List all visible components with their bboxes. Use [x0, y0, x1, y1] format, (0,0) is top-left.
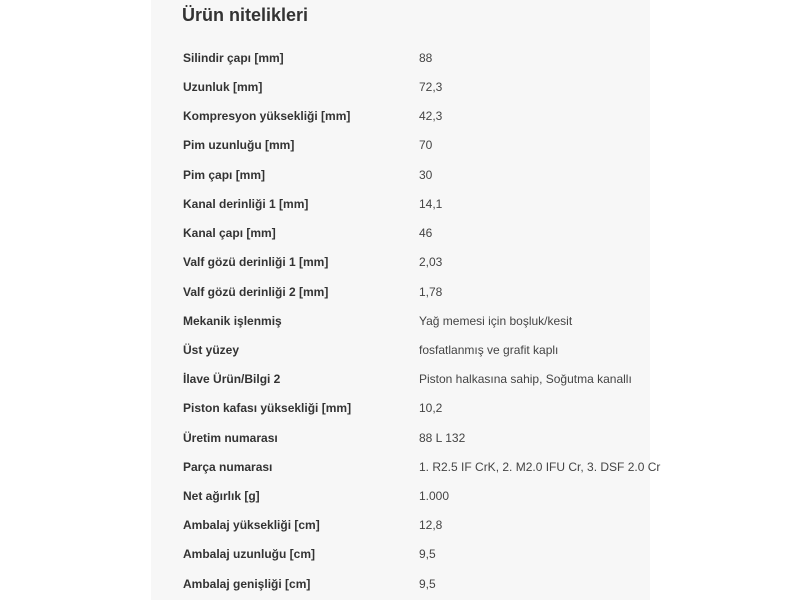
- attribute-row: [0, 196, 800, 225]
- attribute-value: 10,2: [419, 401, 443, 415]
- attribute-row: [0, 254, 800, 283]
- attribute-row: [0, 342, 800, 371]
- attribute-label: Kompresyon yüksekliği [mm]: [183, 109, 351, 123]
- attribute-label: Pim uzunluğu [mm]: [183, 138, 295, 152]
- attribute-label: Uzunluk [mm]: [183, 80, 263, 94]
- attribute-value: 9,5: [419, 547, 436, 561]
- attribute-row: [0, 225, 800, 254]
- attribute-value: 1. R2.5 IF CrK, 2. M2.0 IFU Cr, 3. DSF 2.0 Cr: [419, 460, 661, 474]
- attribute-row: [0, 576, 800, 605]
- attribute-value: 12,8: [419, 518, 443, 532]
- attribute-value: 88: [419, 51, 433, 65]
- attribute-value: Piston halkasına sahip, Soğutma kanallı: [419, 372, 632, 386]
- attribute-row: [0, 284, 800, 313]
- attribute-label: İlave Ürün/Bilgi 2: [183, 372, 281, 386]
- attribute-label: Net ağırlık [g]: [183, 489, 260, 503]
- attribute-row: [0, 546, 800, 575]
- attribute-value: 1,78: [419, 285, 443, 299]
- attribute-row: [0, 400, 800, 429]
- attribute-label: Kanal çapı [mm]: [183, 226, 276, 240]
- attribute-label: Ambalaj genişliği [cm]: [183, 577, 311, 591]
- attribute-value: 42,3: [419, 109, 443, 123]
- attribute-label: Ambalaj yüksekliği [cm]: [183, 518, 320, 532]
- section-title: Ürün nitelikleri: [182, 5, 309, 25]
- attribute-value: 70: [419, 138, 433, 152]
- attribute-row: [0, 459, 800, 488]
- attribute-value: 2,03: [419, 255, 443, 269]
- attribute-row: [0, 313, 800, 342]
- attribute-row: [0, 79, 800, 108]
- attribute-row: [0, 137, 800, 166]
- attribute-label: Ambalaj uzunluğu [cm]: [183, 547, 315, 561]
- attribute-label: Valf gözü derinliği 1 [mm]: [183, 255, 329, 269]
- attribute-label: Üst yüzey: [183, 343, 240, 357]
- attribute-label: Valf gözü derinliği 2 [mm]: [183, 285, 329, 299]
- attribute-row: [0, 517, 800, 546]
- attribute-label: Kanal derinliği 1 [mm]: [183, 197, 309, 211]
- attribute-label: Pim çapı [mm]: [183, 168, 266, 182]
- attribute-value: 72,3: [419, 80, 443, 94]
- attribute-value: 9,5: [419, 577, 436, 591]
- attribute-value: 14,1: [419, 197, 443, 211]
- attribute-row: [0, 430, 800, 459]
- attribute-label: Piston kafası yüksekliği [mm]: [183, 401, 352, 415]
- attribute-label: Mekanik işlenmiş: [183, 314, 282, 328]
- attribute-label: Parça numarası: [183, 460, 273, 474]
- attribute-row: [0, 371, 800, 400]
- attribute-value: fosfatlanmış ve grafit kaplı: [419, 343, 559, 357]
- attribute-row: [0, 50, 800, 79]
- attribute-value: 1.000: [419, 489, 450, 503]
- attribute-row: [0, 167, 800, 196]
- attribute-label: Üretim numarası: [183, 431, 278, 445]
- attribute-row: [0, 108, 800, 137]
- attribute-row: [0, 488, 800, 517]
- attribute-label: Silindir çapı [mm]: [183, 51, 284, 65]
- attribute-value: Yağ memesi için boşluk/kesit: [419, 314, 573, 328]
- attribute-value: 46: [419, 226, 433, 240]
- attribute-value: 30: [419, 168, 433, 182]
- attribute-value: 88 L 132: [419, 431, 466, 445]
